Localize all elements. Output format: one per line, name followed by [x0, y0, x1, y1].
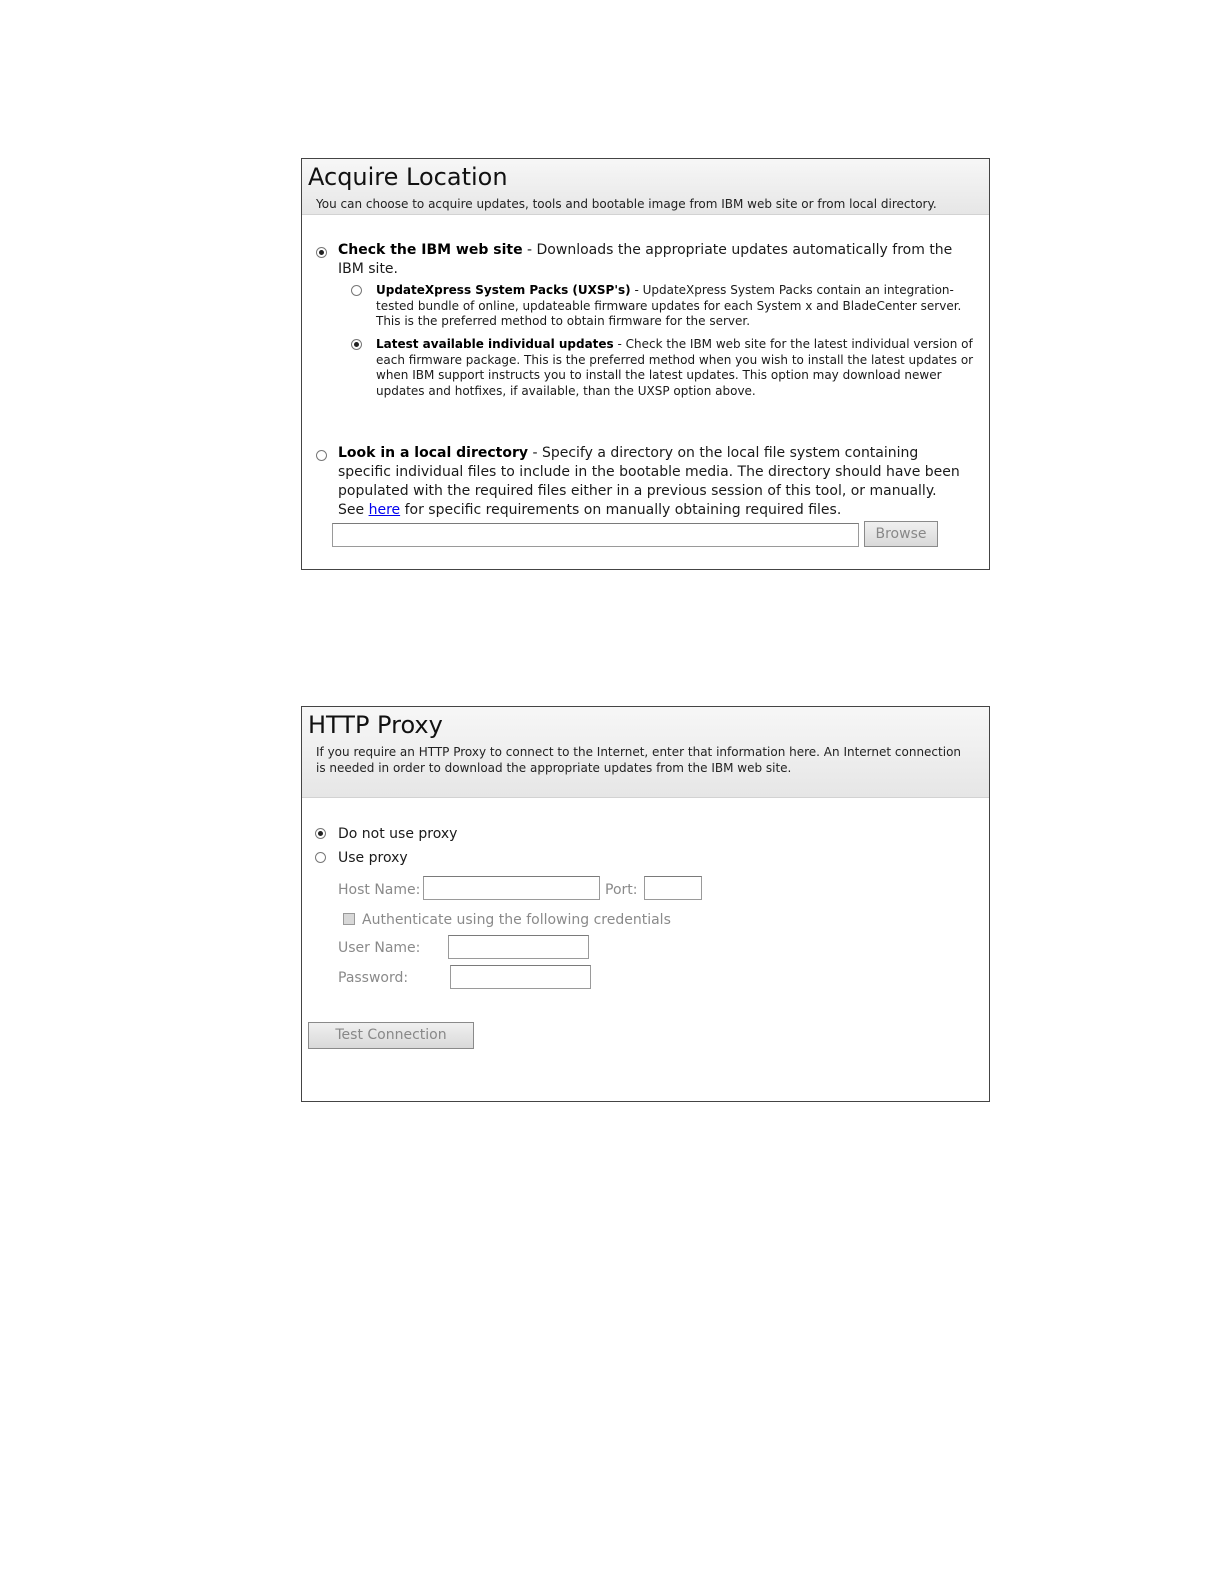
latest-updates-option	[376, 337, 984, 399]
local-directory-option	[338, 444, 966, 520]
use-proxy-radio[interactable]	[315, 852, 326, 863]
password-input[interactable]	[450, 965, 591, 989]
local-directory-desc: - Specify a directory on the local file system containing specific individual files to include in the bootable media. The directory should have been populated with the required files either in a previous session of this tool, or manually. See	[338, 445, 960, 518]
local-directory-label[interactable]: Look in a local directory	[338, 445, 528, 461]
acquire-title: Acquire Location	[308, 163, 508, 191]
acquire-subtitle: You can choose to acquire updates, tools and bootable image from IBM web site or from local directory.	[316, 197, 937, 211]
proxy-subtitle-line1: If you require an HTTP Proxy to connect to the Internet, enter that information here. An Internet connection	[316, 745, 962, 759]
latest-updates-label[interactable]: Latest available individual updates	[376, 337, 614, 351]
host-name-label: Host Name:	[338, 882, 421, 898]
ibm-website-radio[interactable]	[316, 247, 327, 258]
ibm-website-desc: - Downloads the appropriate updates automatically from the IBM site.	[338, 242, 953, 277]
http-proxy-panel	[301, 706, 990, 1102]
browse-button[interactable]: Browse	[864, 521, 938, 547]
authenticate-checkbox[interactable]	[343, 913, 355, 925]
port-input[interactable]	[644, 876, 702, 900]
acquire-header	[302, 159, 989, 215]
here-link[interactable]: here	[368, 502, 401, 518]
proxy-header	[302, 707, 989, 798]
uxsp-label[interactable]: UpdateXpress System Packs (UXSP's)	[376, 283, 631, 297]
ibm-website-label[interactable]: Check the IBM web site	[338, 242, 523, 258]
local-directory-radio[interactable]	[316, 450, 327, 461]
uxsp-desc: - UpdateXpress System Packs contain an integration-tested bundle of online, updateable firmware updates for each System x and BladeCenter server. This is the preferred method to obtain firmware for the server.	[376, 283, 962, 328]
user-name-input[interactable]	[448, 935, 589, 959]
user-name-label: User Name:	[338, 940, 421, 956]
proxy-subtitle	[302, 740, 989, 776]
port-label: Port:	[605, 882, 638, 898]
no-proxy-label[interactable]: Do not use proxy	[338, 826, 458, 842]
host-name-input[interactable]	[423, 876, 600, 900]
uxsp-option	[376, 283, 982, 330]
uxsp-radio[interactable]	[351, 285, 362, 296]
authenticate-label[interactable]: Authenticate using the following credentials	[362, 912, 671, 928]
latest-updates-radio[interactable]	[351, 339, 362, 350]
use-proxy-label[interactable]: Use proxy	[338, 850, 408, 866]
local-directory-desc-end: for specific requirements on manually obtaining required files.	[400, 502, 842, 518]
proxy-subtitle-line2: is needed in order to download the appropriate updates from the IBM web site.	[316, 761, 792, 775]
no-proxy-radio[interactable]	[315, 828, 326, 839]
proxy-title: HTTP Proxy	[308, 711, 443, 739]
test-connection-button[interactable]: Test Connection	[308, 1022, 474, 1049]
acquire-location-panel	[301, 158, 990, 570]
password-label: Password:	[338, 970, 409, 986]
directory-input[interactable]	[332, 523, 859, 547]
ibm-website-option	[338, 241, 973, 279]
latest-updates-desc: - Check the IBM web site for the latest individual version of each firmware package. This is the preferred method when you wish to install the latest updates or when IBM support instructs you to install the latest updates. This option may download newer updates and hotfixes, if available, than the UXSP option above.	[376, 337, 974, 398]
